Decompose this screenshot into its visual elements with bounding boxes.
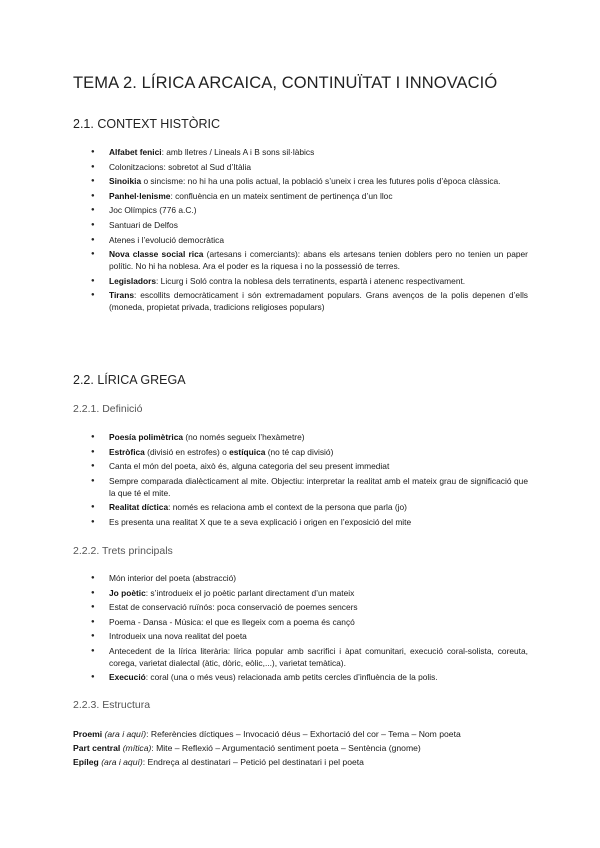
definicio-list <box>91 432 528 531</box>
list-item: ● Sinoikia o sincisme: no hi ha una polis actual, la població s’uneix i crea les futures polis d’època clàssica. <box>91 176 528 188</box>
section-heading-context: 2.1. CONTEXT HISTÒRIC <box>73 117 221 131</box>
estructura-line: Proemi (ara i aquí): Referències díctiques – Invocació déus – Exhortació del cor – Tema – Nom poeta <box>73 729 461 739</box>
list-item: ● Jo poètic: s’introdueix el jo poètic parlant directament d’un mateix <box>91 588 528 600</box>
list-item: ● Antecedent de la lírica literària: lírica popular amb sacrifici i àpat comunitari, execució coral-solista, coreuta, corega, varietat dialectal (àtic, dòric, eòlic,...), varietat temàtica). <box>91 646 528 670</box>
list-item: ● Colonitzacions: sobretot al Sud d’Itàlia <box>91 162 528 174</box>
list-item: ● Poesía polimètrica (no només segueix l’hexàmetre) <box>91 432 528 444</box>
list-item: ● Estròfica (divisió en estrofes) o estíquica (no té cap divisió) <box>91 447 528 459</box>
subsection-heading-trets: 2.2.2. Trets principals <box>73 545 173 557</box>
list-item: ● Introdueix una nova realitat del poeta <box>91 631 528 643</box>
list-item: ● Alfabet fenici: amb lletres / Lineals A i B sons sil·làbics <box>91 147 528 159</box>
trets-list <box>91 573 528 687</box>
section-heading-lirica: 2.2. LÍRICA GREGA <box>73 373 186 387</box>
list-item: ● Sempre comparada dialècticament al mite. Objectiu: interpretar la realitat amb el mateix grau de significació que la que té el mite. <box>91 476 528 500</box>
list-item: ● Nova classe social rica (artesans i comerciants): abans els artesans tenien doblers pero no tenien un paper polític. No hi ha noblesa. Ara el poder es la riquesa i no la possessió de terres. <box>91 249 528 273</box>
estructura-block <box>73 727 533 769</box>
list-item: ● Atenes i l’evolució democràtica <box>91 235 528 247</box>
list-item: ● Es presenta una realitat X que te a seva explicació i origen en l’exposició del mite <box>91 517 528 529</box>
list-item: ● Legisladors: Licurg i Soló contra la noblesa dels terratinents, espartà i atenenc respectivament. <box>91 276 528 288</box>
list-item: ● Estat de conservació ruïnós: poca conservació de poemes sencers <box>91 602 528 614</box>
estructura-line: Epíleg (ara i aquí): Endreça al destinatari – Petició pel destinatari i pel poeta <box>73 757 364 768</box>
list-item: ● Santuari de Delfos <box>91 220 528 232</box>
list-item: ● Món interior del poeta (abstracció) <box>91 573 528 585</box>
estructura-line: Part central (mítica): Mite – Reflexió – Argumentació sentiment poeta – Sentència (gnome) <box>73 743 421 754</box>
list-item: ● Execució: coral (una o més veus) relacionada amb petits cercles d’influència de la polis. <box>91 672 528 684</box>
list-item: ● Realitat díctica: només es relaciona amb el context de la persona que parla (jo) <box>91 502 528 514</box>
list-item: ● Canta el món del poeta, això és, alguna categoria del seu present immediat <box>91 461 528 473</box>
list-item: ● Panhel·lenisme: confluència en un mateix sentiment de pertinença d’un lloc <box>91 191 528 203</box>
list-item: ● Tirans: escollits democràticament i són extremadament populars. Grans avenços de la polis depenen d’ells (moneda, propietat privada, tradicions religioses populars) <box>91 290 528 314</box>
list-item: ● Poema - Dansa - Música: el que es llegeix com a poema és cançó <box>91 617 528 629</box>
context-list <box>91 147 528 317</box>
subsection-heading-definicio: 2.2.1. Definició <box>73 403 143 415</box>
list-item: ● Joc Olímpics (776 a.C.) <box>91 205 528 217</box>
subsection-heading-estructura: 2.2.3. Estructura <box>73 699 151 711</box>
page-title: TEMA 2. LÍRICA ARCAICA, CONTINUÏTAT I INNOVACIÓ <box>73 74 498 92</box>
